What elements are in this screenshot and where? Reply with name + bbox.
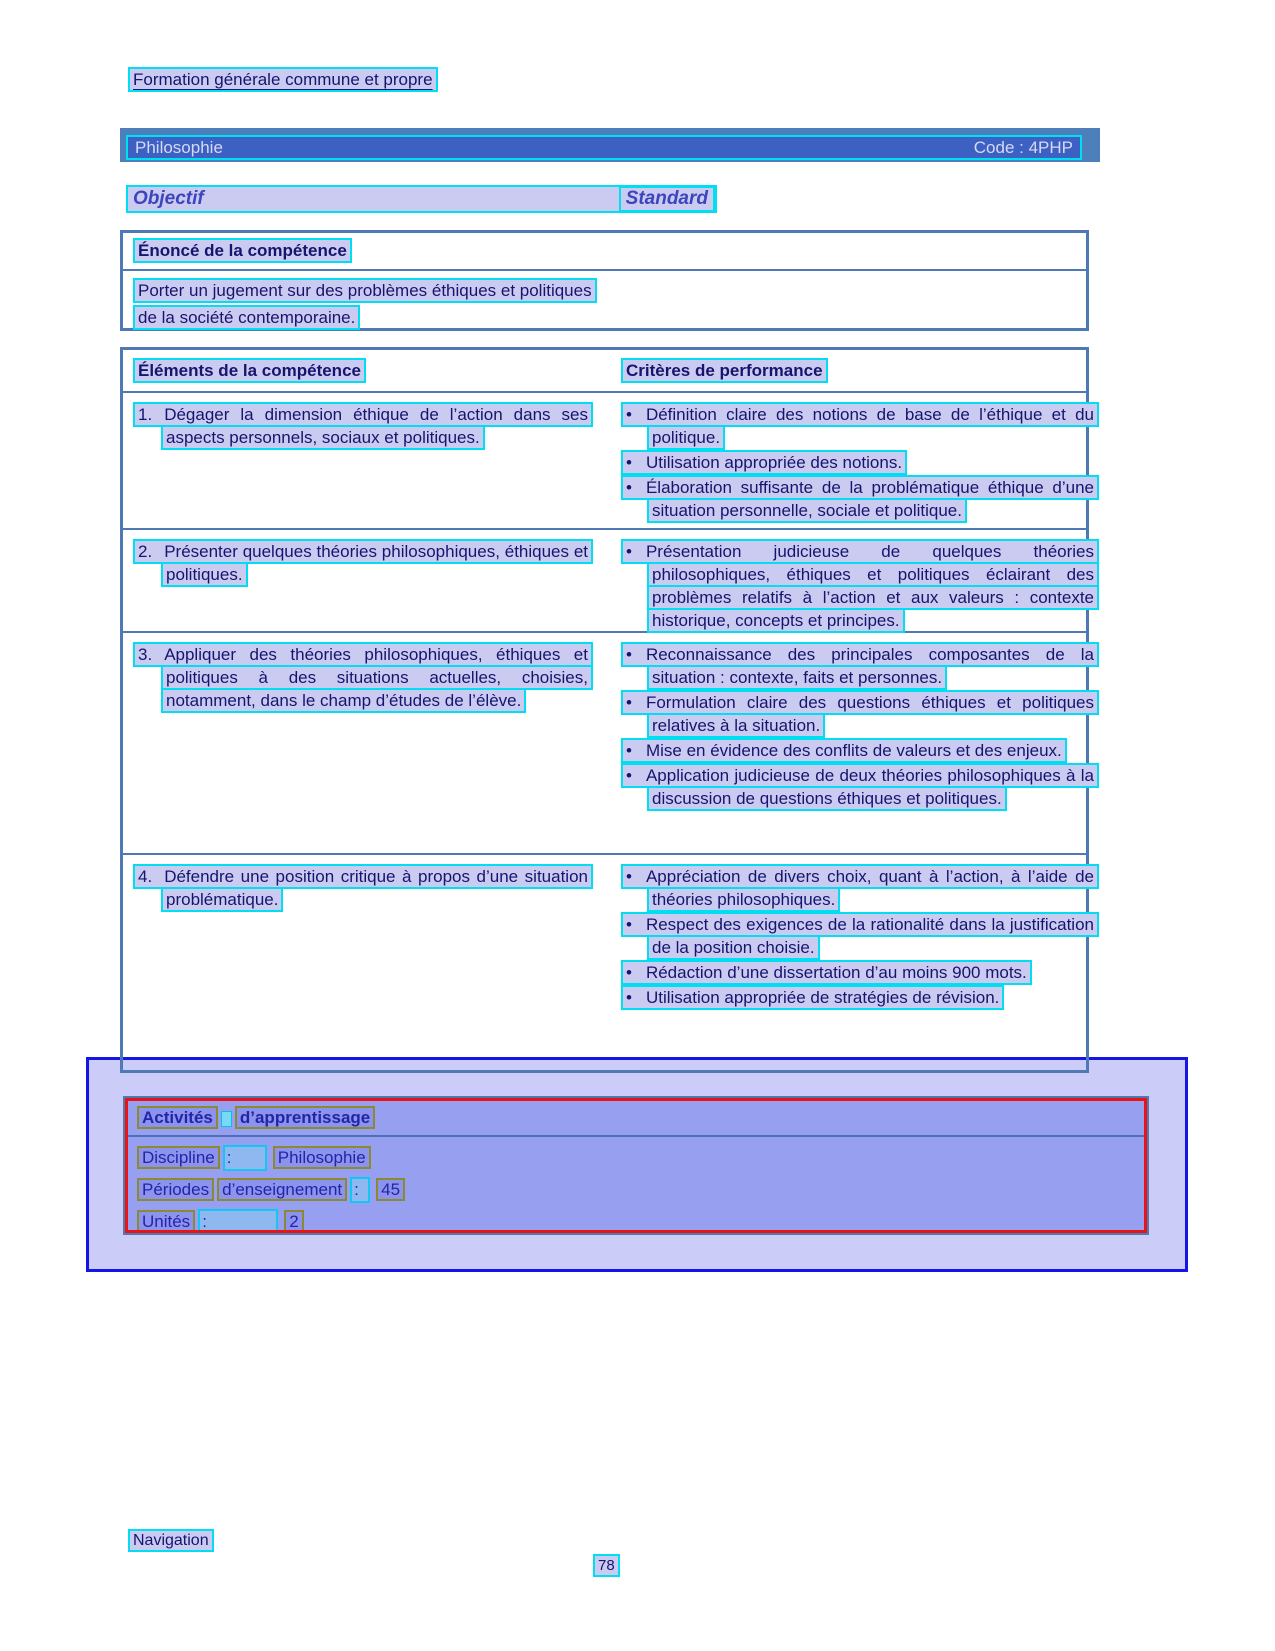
objectif-heading: Objectif (133, 188, 204, 209)
title-bar-highlight (126, 135, 1082, 160)
bullet-icon: • (626, 741, 632, 760)
activities-header-row (128, 1101, 1144, 1137)
element-cell (123, 403, 603, 528)
criteria-cell (603, 643, 1099, 853)
criterion-item (621, 476, 1099, 522)
bullet-icon: • (626, 766, 632, 785)
criterion-text: Mise en évidence des conflits de valeurs et des enjeux. (645, 741, 1062, 760)
bullet-icon: • (626, 645, 632, 664)
page-number (593, 1557, 620, 1574)
elements-header: Éléments de la compétence (133, 358, 366, 383)
criterion-item (621, 451, 1099, 474)
criterion-item (621, 764, 1099, 810)
colon-box: : (198, 1209, 278, 1233)
criterion-text: Présentation judicieuse de quelques théories philosophiques, éthiques et politiques éclairant des problèmes relatifs à l’action et aux valeurs : contexte historique, concepts et principes. (645, 542, 1094, 630)
criterion-item (621, 403, 1099, 449)
colon-box: : (350, 1177, 370, 1203)
navigation-link[interactable] (128, 1532, 214, 1550)
criteria-cell (603, 540, 1099, 631)
criterion-item (621, 540, 1099, 632)
colon-box: : (223, 1145, 267, 1171)
criterion-text: Élaboration suffisante de la problématique éthique d’une situation personnelle, sociale et politique. (645, 478, 1094, 520)
criterion-item (621, 961, 1099, 984)
activity-row (137, 1209, 1144, 1233)
activity-value: 2 (284, 1210, 303, 1233)
bullet-icon: • (626, 542, 632, 561)
bullet-icon: • (626, 963, 632, 982)
criterion-item (621, 691, 1099, 737)
title-bar (120, 128, 1100, 162)
criterion-item (621, 913, 1099, 959)
bullet-icon: • (626, 867, 632, 886)
element-number: 2. (138, 542, 153, 561)
gap-marker (221, 1111, 232, 1127)
section-headings (126, 185, 717, 213)
standard-heading: Standard (619, 186, 715, 212)
activity-word: d’enseignement (217, 1178, 347, 1201)
element-cell (123, 643, 603, 853)
element-text: Présenter quelques théories philosophiques, éthiques et politiques. (164, 542, 588, 584)
activity-row (137, 1145, 1144, 1171)
element-cell (123, 865, 603, 1070)
element-cell (123, 540, 603, 631)
enonce-header: Énoncé de la compétence (133, 238, 352, 263)
criteria-cell (603, 403, 1099, 528)
enonce-box (120, 230, 1089, 331)
criterion-text: Utilisation appropriée de stratégies de révision. (645, 988, 1000, 1007)
table-body (123, 393, 1094, 1070)
table-header-row (123, 350, 1086, 393)
criterion-item (621, 865, 1099, 911)
competence-table (120, 347, 1094, 1073)
criterion-text: Reconnaissance des principales composantes de la situation : contexte, faits et personnes. (645, 645, 1094, 687)
table-row (123, 633, 1094, 855)
element-number: 3. (138, 645, 153, 664)
element-number: 4. (138, 867, 153, 886)
bullet-icon: • (626, 405, 632, 424)
criteres-header-cell (603, 361, 1086, 391)
criteria-cell (603, 865, 1099, 1070)
element-text: Défendre une position critique à propos d’une situation problématique. (164, 867, 588, 909)
page-number-value: 78 (593, 1554, 620, 1577)
activity-word: Périodes (137, 1178, 214, 1201)
objectif-standard-box (126, 185, 717, 213)
activity-label (137, 1180, 350, 1199)
running-header-text: Formation générale commune et propre (128, 67, 438, 92)
activities-red-annotation (125, 1098, 1147, 1233)
running-header (128, 70, 438, 90)
criterion-item (621, 986, 1099, 1009)
bullet-icon: • (626, 453, 632, 472)
criterion-text: Formulation claire des questions éthiques et politiques relatives à la situation. (645, 693, 1094, 735)
enonce-body: Porter un jugement sur des problèmes éthiques et politiques de la société contemporaine. (133, 278, 597, 330)
criterion-text: Application judicieuse de deux théories philosophiques à la discussion de questions éthiques et politiques. (645, 766, 1094, 808)
table-row (123, 393, 1094, 530)
bullet-icon: • (626, 693, 632, 712)
activities-rows (128, 1137, 1144, 1233)
criterion-text: Respect des exigences de la rationalité dans la justification de la position choisie. (645, 915, 1094, 957)
enonce-body-row (123, 271, 595, 331)
bullet-icon: • (626, 915, 632, 934)
activity-label (137, 1148, 223, 1167)
criteres-header: Critères de performance (621, 358, 828, 383)
element-text: Appliquer des théories philosophiques, éthiques et politiques à des situations actuelles, choisies, notamment, dans le champ d’études de l’élève. (164, 645, 588, 710)
elements-header-cell (123, 361, 603, 391)
criterion-item (621, 739, 1099, 762)
activities-header-word: d’apprentissage (235, 1106, 375, 1129)
bullet-icon: • (626, 988, 632, 1007)
activity-label (137, 1212, 198, 1231)
criterion-text: Rédaction d’une dissertation d’au moins 900 mots. (645, 963, 1027, 982)
activity-value: Philosophie (273, 1146, 371, 1169)
criterion-item (621, 643, 1099, 689)
activity-word: Unités (137, 1210, 195, 1233)
table-row (123, 855, 1094, 1070)
element-number: 1. (138, 405, 153, 424)
bullet-icon: • (626, 478, 632, 497)
activity-word: Discipline (137, 1146, 220, 1169)
activity-value: 45 (376, 1178, 405, 1201)
navigation-link-label[interactable]: Navigation (128, 1529, 214, 1552)
course-title: Philosophie (135, 137, 223, 157)
activities-header-word: Activités (137, 1106, 218, 1129)
enonce-header-row (123, 233, 1086, 271)
activity-row (137, 1177, 1144, 1203)
criterion-text: Appréciation de divers choix, quant à l’action, à l’aide de théories philosophiques. (645, 867, 1094, 909)
criterion-text: Définition claire des notions de base de l’éthique et du politique. (645, 405, 1094, 447)
activities-box (123, 1096, 1149, 1235)
table-row (123, 530, 1094, 633)
element-text: Dégager la dimension éthique de l’action dans ses aspects personnels, sociaux et politiques. (164, 405, 588, 447)
criterion-text: Utilisation appropriée des notions. (645, 453, 903, 472)
course-code: Code : 4PHP (973, 137, 1073, 157)
